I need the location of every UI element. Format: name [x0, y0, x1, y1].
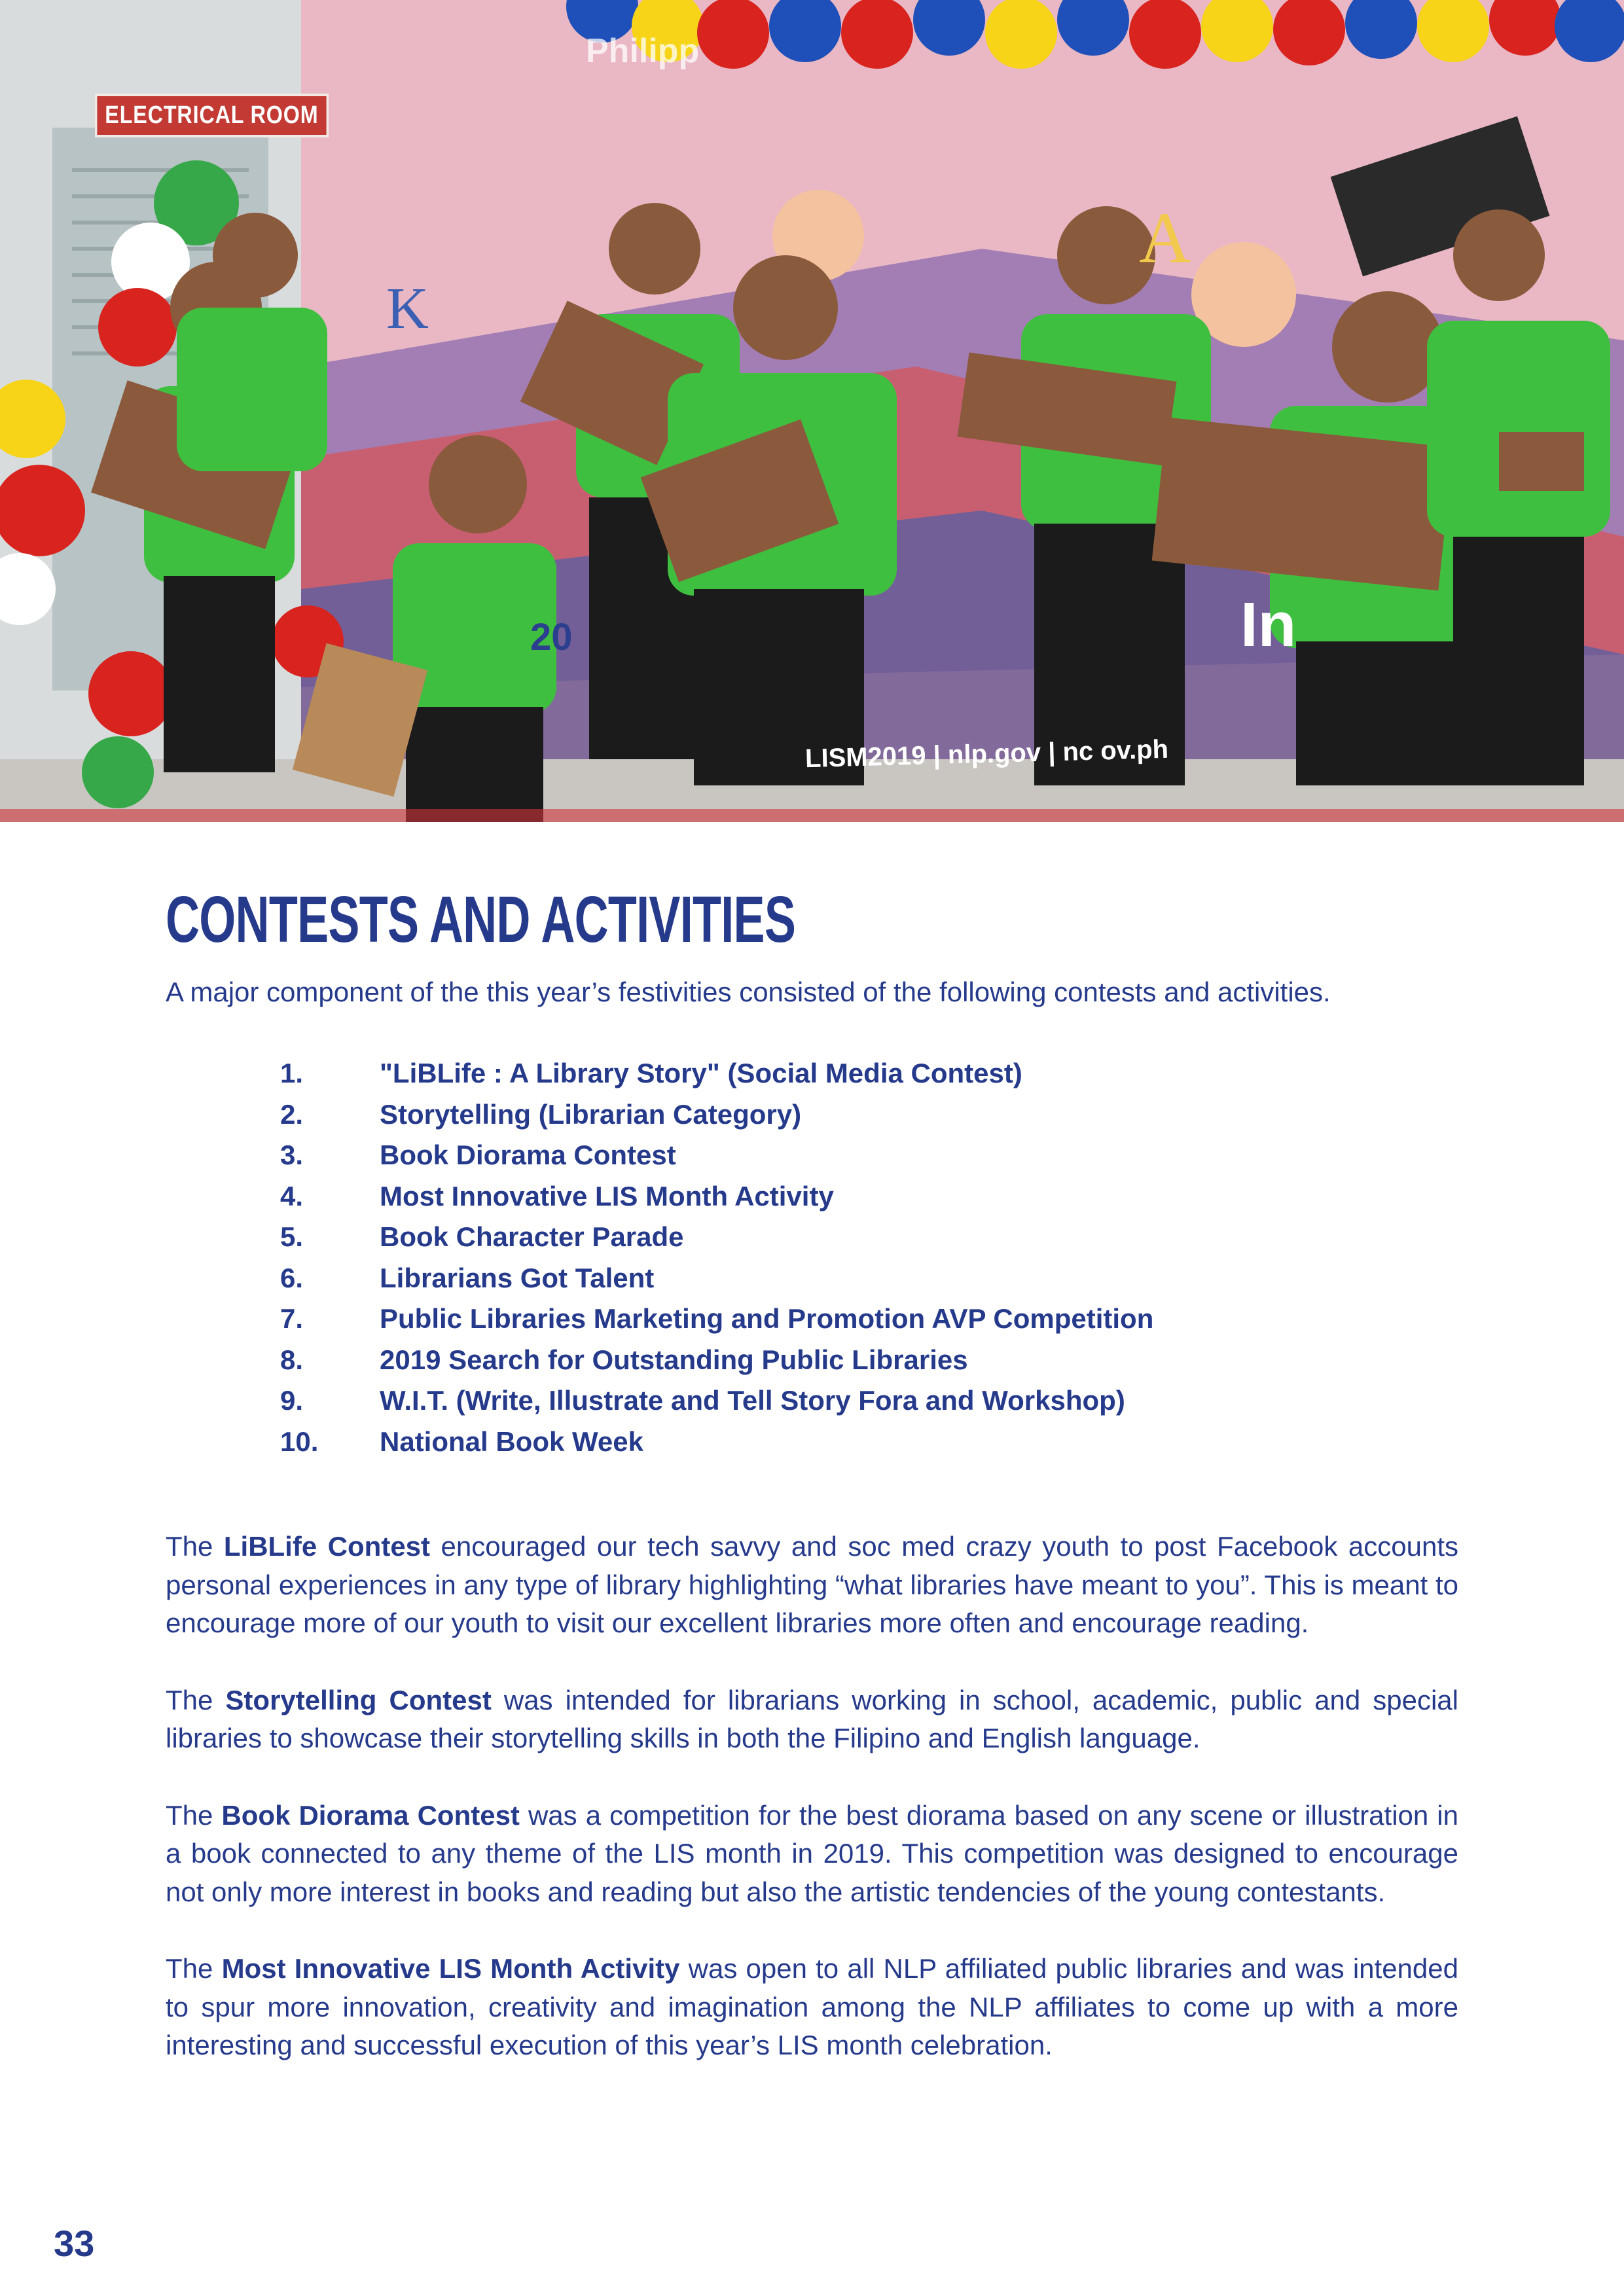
list-item	[166, 1258, 1458, 1299]
banner-in-text: In	[1240, 590, 1297, 660]
paragraph-text: The	[166, 1684, 226, 1715]
list-item	[166, 1422, 1458, 1463]
paragraph-liblife	[166, 1528, 1458, 1643]
list-item	[166, 1340, 1458, 1381]
paragraph-text: was open to all NLP affiliated public libraries and was intended to spur more innovation, creativity and imagination among the NLP affiliates to come up with a more interesting and successful execution of this year’s LIS month celebration.	[166, 1953, 1458, 2060]
activities-list	[166, 1053, 1458, 1462]
page-content	[166, 880, 1458, 2065]
list-item	[166, 1217, 1458, 1258]
banner-url-text: LISM2019 | nlp.gov | nc ov.ph	[804, 734, 1169, 774]
list-item-number: 2.	[280, 1098, 304, 1130]
list-item-number: 6.	[280, 1262, 304, 1293]
list-item-number: 10.	[280, 1426, 319, 1457]
list-item-text: "LiBLife : A Library Story" (Social Media Contest)	[380, 1058, 1022, 1088]
list-item-number: 8.	[280, 1344, 304, 1375]
list-item	[166, 1094, 1458, 1136]
list-item-text: Book Diorama Contest	[380, 1139, 676, 1170]
list-item-number: 7.	[280, 1303, 304, 1334]
paragraph-text: The	[166, 1531, 224, 1562]
list-item-text: 2019 Search for Outstanding Public Libraries	[380, 1344, 968, 1375]
paragraph-text: The	[166, 1953, 222, 1984]
list-item-text: Public Libraries Marketing and Promotion AVP Competition	[380, 1303, 1154, 1334]
list-item-number: 1.	[280, 1058, 304, 1088]
section-title: CONTESTS AND ACTIVITIES	[166, 883, 796, 956]
hero-photo	[0, 0, 1624, 822]
paragraph-highlight: LiBLife Contest	[223, 1531, 431, 1562]
paragraph-text: encouraged our tech savvy and soc med crazy youth to post Facebook accounts personal experiences in any type of library highlighting “what libraries have meant to you”. This is meant to encourage more of our youth to visit our excellent libraries more often and encourage reading.	[166, 1531, 1458, 1638]
list-item	[166, 1053, 1458, 1094]
electrical-room-sign: ELECTRICAL ROOM	[95, 94, 329, 137]
paragraph-text: was a competition for the best diorama based on any scene or illustration in a book connected to any theme of the LIS month in 2019. This competition was designed to encourage not only more interest in books and reading but also the artistic tendencies of the young contestants.	[166, 1799, 1458, 1907]
list-item-text: Storytelling (Librarian Category)	[380, 1098, 802, 1130]
paragraph-highlight: Book Diorama Contest	[221, 1799, 520, 1831]
paragraph-innovative	[166, 1950, 1458, 2065]
list-item-text: W.I.T. (Write, Illustrate and Tell Story Fora and Workshop)	[380, 1385, 1125, 1416]
list-item-number: 5.	[280, 1221, 304, 1252]
list-item-text: Most Innovative LIS Month Activity	[380, 1180, 834, 1211]
list-item	[166, 1380, 1458, 1422]
paragraph-text: The	[166, 1799, 222, 1831]
section-intro: A major component of the this year’s festivities consisted of the following contests and activities.	[166, 977, 1331, 1007]
paragraph-highlight: Most Innovative LIS Month Activity	[221, 1953, 680, 1984]
list-item-text: National Book Week	[380, 1426, 643, 1457]
page-number: 33	[54, 2223, 95, 2264]
list-item-text: Librarians Got Talent	[380, 1262, 655, 1293]
list-item	[166, 1176, 1458, 1217]
list-item	[166, 1135, 1458, 1176]
paragraph-diorama	[166, 1797, 1458, 1912]
paragraph-highlight: Storytelling Contest	[225, 1684, 492, 1715]
list-item-number: 4.	[280, 1180, 304, 1211]
banner-letter-a: A	[1139, 198, 1191, 278]
list-item-text: Book Character Parade	[380, 1221, 684, 1252]
list-item	[166, 1299, 1458, 1340]
banner-year-text: 20	[530, 616, 573, 658]
banner-letter-k: K	[386, 276, 429, 341]
list-item-number: 3.	[280, 1139, 304, 1170]
paragraph-storytelling	[166, 1681, 1458, 1758]
paragraph-text: was intended for librarians working in school, academic, public and special libraries to showcase their storytelling skills in both the Filipino and English language.	[166, 1684, 1458, 1753]
list-item-number: 9.	[280, 1385, 304, 1416]
banner-text-top: Philipp	[586, 32, 700, 70]
stage-edge	[0, 809, 1624, 822]
description-paragraphs	[166, 1528, 1458, 2065]
